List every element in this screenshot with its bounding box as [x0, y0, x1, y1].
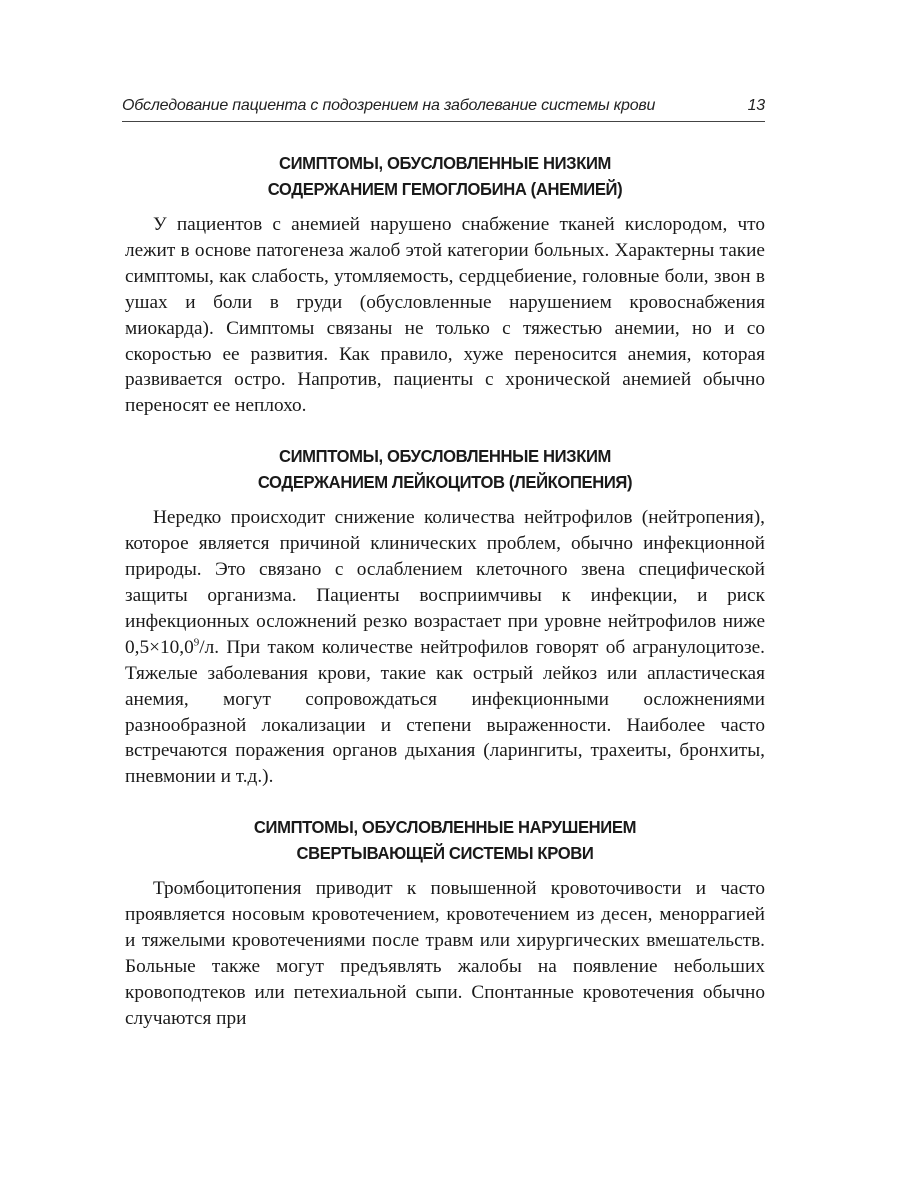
page-content — [125, 150, 765, 1056]
heading-line: СОДЕРЖАНИЕМ ГЕМОГЛОБИНА (АНЕМИЕЙ) — [267, 179, 623, 199]
heading-line: СВЕРТЫВАЮЩЕЙ СИСТЕМЫ КРОВИ — [296, 843, 594, 864]
section-heading — [141, 150, 749, 202]
heading-line: СОДЕРЖАНИЕМ ЛЕЙКОЦИТОВ (ЛЕЙКОПЕНИЯ) — [257, 472, 633, 493]
section-anemia — [125, 150, 765, 419]
section-heading — [141, 443, 749, 495]
section-heading — [141, 814, 749, 866]
exponent: 9 — [193, 636, 200, 649]
heading-line: СИМПТОМЫ, ОБУСЛОВЛЕННЫЕ НИЗКИМ — [278, 446, 612, 467]
page-number: 13 — [747, 97, 765, 114]
running-title: Обследование пациента с подозрением на заболевание системы крови — [122, 97, 656, 114]
paragraph-text: Нередко происходит снижение количества нейтрофилов (нейтропения), которое является причиной клинических проблем, обычно инфекционной природы. Это связано с ослаблением клеточного звена специфической защиты организма. Пациенты восприимчивы к инфекции, и риск инфекционных осложнений резко возрастает при уровне нейтрофилов ниже 0,5×10,0 — [125, 507, 765, 658]
paragraph-text: /л. При таком количестве нейтрофилов говорят об агранулоцитозе. Тяжелые заболевания крови, такие как острый лейкоз или апластическая анемия, могут сопровождаться инфекционными осложнениями разнообразной локализации и степени выраженности. Наиболее часто встречаются поражения органов дыхания (ларингиты, трахеиты, бронхиты, пневмонии и т.д.). — [125, 636, 765, 788]
running-header — [122, 97, 765, 122]
section-coagulation — [125, 814, 765, 1031]
section-paragraph: У пациентов с анемией нарушено снабжение тканей кислородом, что лежит в основе патогенеза жалоб этой категории больных. Характерны такие симптомы, как слабость, утомляемость, сердцебиение, головные боли, звон в ушах и боли в груди (обусловленные нарушением кровоснабжения миокарда). Симптомы связаны не только с тяжестью анемии, но и со скоростью ее развития. Как правило, хуже переносится анемия, которая развивается остро. Напротив, пациенты с хронической анемией обычно переносят ее неплохо. — [125, 214, 765, 417]
section-leukopenia — [125, 443, 765, 790]
section-paragraph — [125, 505, 765, 790]
heading-line: СИМПТОМЫ, ОБУСЛОВЛЕННЫЕ НАРУШЕНИЕМ — [253, 817, 637, 838]
heading-line: СИМПТОМЫ, ОБУСЛОВЛЕННЫЕ НИЗКИМ — [278, 153, 612, 173]
section-paragraph: Тромбоцитопения приводит к повышенной кровоточивости и часто проявляется носовым кровотечением, кровотечением из десен, меноррагией и тяжелыми кровотечениями после травм или хирургических вмешательств. Больные также могут предъявлять жалобы на появление небольших кровоподтеков или петехиальной сыпи. Спонтанные кровотечения обычно случаются при — [125, 878, 765, 1029]
